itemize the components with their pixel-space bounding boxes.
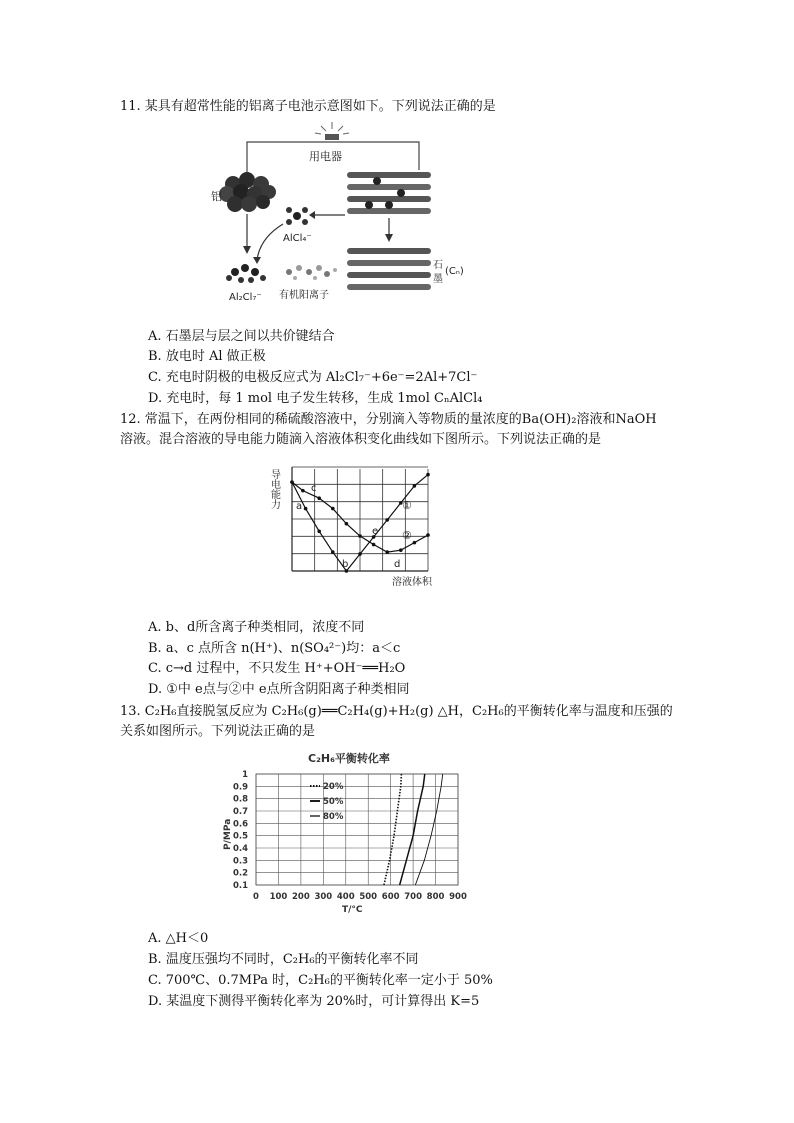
y-tick-label: 0.4 [232,844,248,854]
x-tick-label: 800 [426,892,445,902]
y-axis-label: P/MPa [223,818,233,850]
q13-stem-line1: 13. C₂H₆直接脱氢反应为 C₂H₆(g)══C₂H₄(g)+H₂(g) △H，C₂H₆的平衡转化率与温度和压强的 [120,704,673,719]
data-point [331,507,335,511]
arrow-left-icon [309,211,315,219]
aluminum-electrode [219,172,276,212]
y-tick-label: 0.5 [232,831,248,842]
q11-option-d: D. 充电时，每 1 mol 电子发生转移，生成 1mol CₙAlCl₄ [148,391,483,406]
device-label: 用电器 [309,150,342,163]
data-point [304,507,308,511]
x-tick-label: 0 [253,892,259,902]
x-axis-label: T/°C [342,905,363,915]
graphite-label-2: 墨 [433,274,443,285]
q13-option-b: B. 温度压强均不同时，C₂H₆的平衡转化率不同 [148,952,419,967]
series-line-80% [415,774,442,885]
q12-option-b: B. a、c 点所含 n(H⁺)、n(SO₄²⁻)均：a＜c [148,641,401,656]
q12-stem-line2: 溶液。混合溶液的导电能力随滴入溶液体积变化曲线如下图所示。下列说法正确的是 [120,432,602,447]
data-point [345,522,349,526]
data-point [385,518,389,522]
data-point [317,529,321,533]
q11-option-c: C. 充电时阴极的电极反应式为 Al₂Cl₇⁻+6e⁻=2Al+7Cl⁻ [148,370,478,385]
x-tick-label: 300 [314,892,333,902]
point-label-c: c [311,483,317,494]
series-line-20% [384,774,402,885]
y-tick-label: 0.9 [232,782,248,793]
data-point [413,541,417,545]
point-label-b: b [342,559,349,570]
data-point [290,480,294,484]
data-point [358,552,362,556]
x-tick-label: 100 [269,892,288,902]
point-label-a: a [296,501,303,512]
q11-option-b: B. 放电时 Al 做正极 [148,349,266,364]
al-label: 铝 [211,190,222,203]
plot-frame [256,774,458,885]
legend-label: 20% [323,782,344,792]
x-tick-label: 200 [292,892,310,902]
y-tick-label: 0.6 [232,819,248,830]
data-point [317,496,321,500]
battery-diagram [205,120,485,308]
y-axis-label: 导电能力 [268,469,280,509]
al2cl7-label: Al₂Cl₇⁻ [229,292,262,303]
q12-stem-line1: 12. 常温下，在两份相同的稀硫酸溶液中，分别滴入等物质的量浓度的Ba(OH)₂溶液和NaOH [120,412,657,427]
point-label-e: e [372,526,379,537]
x-tick-label: 400 [336,892,355,902]
x-tick-label: 600 [381,892,400,902]
arrow-down-icon [243,246,251,254]
organic-cation [286,265,337,280]
point-label-d: d [394,559,401,570]
q13-option-a: A. △H＜0 [148,931,209,946]
graphite-label-1: 石 [433,260,443,271]
conductivity-chart [258,455,443,591]
conversion-chart [222,748,472,916]
alcl4-ion [286,207,308,225]
cation-label: 有机阳离子 [279,290,329,301]
y-tick-label: 0.7 [232,807,248,817]
y-tick-label: 0.1 [232,881,248,891]
x-tick-label: 700 [404,892,422,902]
q13-option-d: D. 某温度下测得平衡转化率为 20%时，可计算得出 K=5 [148,994,480,1009]
x-tick-label: 900 [449,892,467,902]
data-point [301,489,305,493]
lamp-icon [315,122,349,140]
q11-option-a: A. 石墨层与层之间以共价键结合 [148,329,335,344]
graphite-formula: (Cₙ) [445,266,464,277]
legend-label: 50% [323,797,344,807]
q13-stem-line2: 关系如图所示。下列说法正确的是 [120,724,316,739]
data-point [385,550,389,554]
chart-title: C₂H₆平衡转化率 [308,752,390,765]
x-axis-label: 溶液体积 [392,577,432,588]
curved-arrow-icon [253,257,261,264]
data-point [413,484,417,488]
x-tick-label: 500 [359,892,378,902]
y-tick-label: 0.3 [232,856,248,867]
q12-option-d: D. ①中 e点与②中 e点所含阴阳离子种类相同 [148,682,410,697]
y-tick-label: 0.8 [232,794,248,805]
alcl4-label: AlCl₄⁻ [283,233,312,244]
data-point [399,548,403,552]
data-point [358,534,362,538]
q13-option-c: C. 700℃、0.7MPa 时，C₂H₆的平衡转化率一定小于 50% [148,973,493,988]
q12-option-a: A. b、d所含离子种类相同，浓度不同 [148,620,365,635]
legend-label: 80% [323,812,344,822]
al2cl7-ion [226,264,266,283]
curve-marker-1: ① [402,499,412,512]
curve-marker-2: ② [402,529,412,542]
y-tick-label: 1 [242,770,248,780]
y-tick-label: 0.2 [232,868,248,879]
data-point [426,473,430,477]
data-point [331,550,335,554]
arrow-down-icon [385,234,393,242]
data-point [426,533,430,537]
graphite-stack-top [347,172,431,214]
data-point [372,543,376,547]
graphite-stack-bottom [347,248,431,290]
q12-option-c: C. c→d 过程中，不只发生 H⁺+OH⁻══H₂O [148,661,406,676]
q11-stem: 11. 某具有超常性能的铝离子电池示意图如下。下列说法正确的是 [120,99,496,114]
